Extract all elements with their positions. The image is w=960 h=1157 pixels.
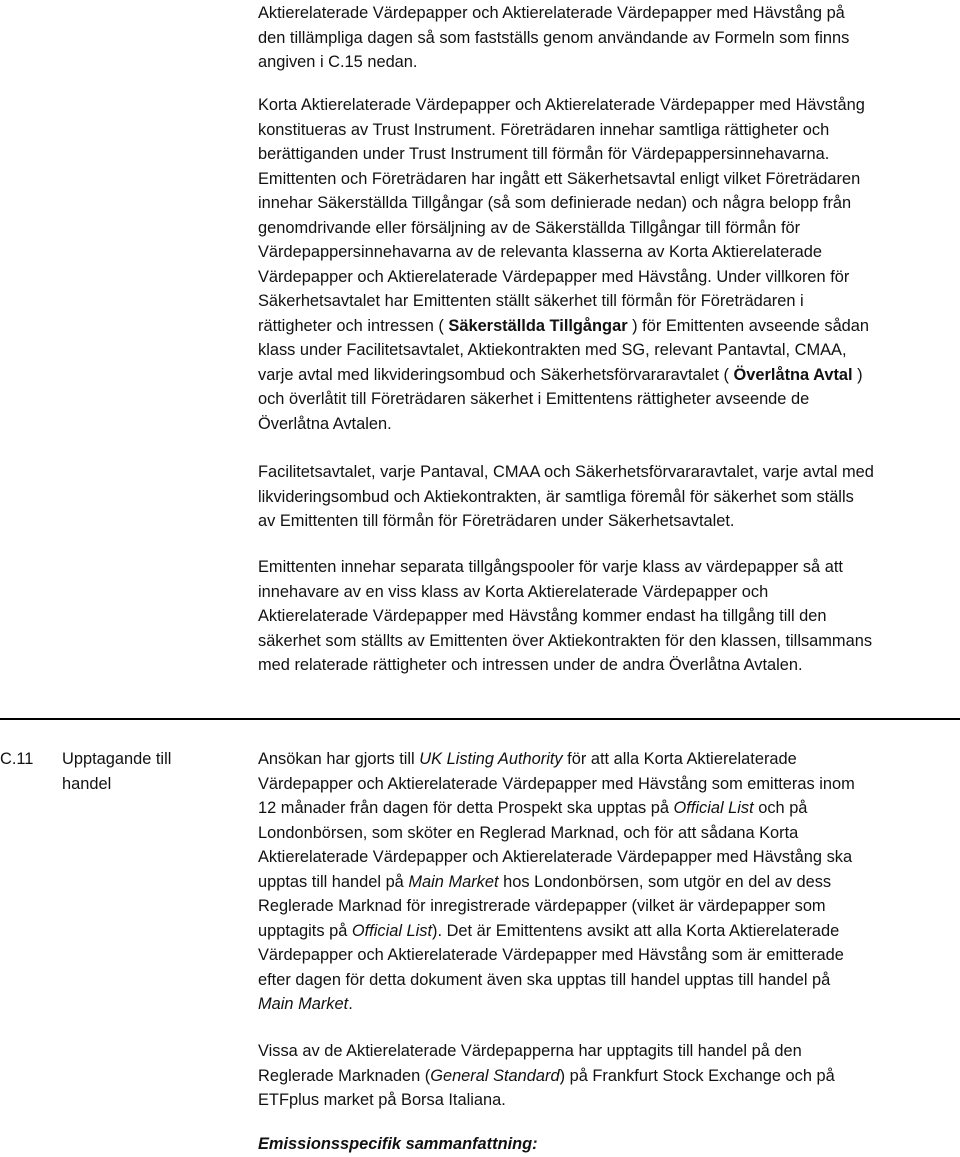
text-run: . [348, 995, 353, 1013]
text-line [258, 363, 960, 388]
text-run: 12 månader från dagen för detta Prospekt ska upptas på [258, 799, 674, 817]
text-line: Aktierelaterade Värdepapper och Aktierelaterade Värdepapper med Hävstång ska [258, 848, 853, 866]
text-line: Värdepapper och Aktierelaterade Värdepapper med Hävstång som är emitterade [258, 946, 844, 964]
text-line: angiven i C.15 nedan. [258, 53, 418, 71]
text-run: Reglerade Marknaden ( [258, 1066, 431, 1085]
text-line [258, 314, 960, 339]
paragraph-listing-application [258, 747, 960, 1017]
text-line: innehavare av en viss klass av Korta Aktierelaterade Värdepapper och [258, 582, 769, 601]
italic-term: Main Market [258, 995, 349, 1013]
text-line: Aktierelaterade Värdepapper med Hävstång kommer endast ha tillgång till den [258, 607, 827, 625]
section-number: C.11 [0, 750, 34, 768]
text-line: Emittenten och Företrädaren har ingått ett Säkerhetsavtal enligt vilket Företrädaren [258, 169, 861, 188]
text-line [258, 919, 960, 944]
text-line: den tillämpliga dagen så som fastställs genom användande av Formeln som finns [258, 28, 850, 47]
text-line: klass under Facilitetsavtalet, Aktiekontrakten med SG, relevant Pantavtal, CMAA, [258, 341, 847, 359]
paragraph-facility-agreement [258, 460, 960, 534]
text-run: upptas till handel på [258, 872, 409, 891]
italic-term: UK Listing Authority [419, 750, 563, 768]
italic-term: Official List [673, 799, 754, 817]
text-line: Emittenten innehar separata tillgångspooler för varje klass av värdepapper så att [258, 558, 843, 576]
text-line: av Emittenten till förmån för Företrädaren under Säkerhetsavtalet. [258, 512, 735, 530]
text-run: ) för Emittenten avseende sådan [627, 316, 870, 335]
text-run: ). Det är Emittentens avsikt att alla Korta Aktierelaterade [432, 921, 840, 940]
text-line: berättiganden under Trust Instrument till förmån för Värdepappersinnehavarna. [258, 145, 830, 163]
text-line [258, 747, 960, 772]
defined-term-assigned-agreements: Överlåtna Avtal [733, 365, 853, 384]
text-run: varje avtal med likvideringsombud och Säkerhetsförvararavtalet ( [258, 365, 734, 384]
section-title-line: Upptagande till [62, 750, 172, 768]
text-line: likvideringsombud och Aktiekontrakten, är samtliga föremål för säkerhet som ställs [258, 487, 854, 506]
text-line: Reglerade Marknad för inregistrerade värdepapper (vilket är värdepapper som [258, 897, 826, 915]
text-line: innehar Säkerställda Tillgångar (så som definierade nedan) och några belopp från [258, 194, 852, 212]
text-run: ) [852, 365, 863, 384]
table-row-divider [0, 718, 960, 720]
text-line: säkerhet som ställts av Emittenten över Aktiekontrakten för den klassen, tillsammans [258, 631, 873, 650]
text-line: Londonbörsen, som sköter en Reglerad Marknad, och för att sådana Korta [258, 823, 799, 842]
text-run: ) på Frankfurt Stock Exchange och på [559, 1066, 835, 1085]
text-run: hos Londonbörsen, som utgör en del av dess [498, 872, 832, 891]
text-line: Säkerhetsavtalet har Emittenten ställt säkerhet till förmån för Företrädaren i [258, 292, 804, 310]
text-line: Korta Aktierelaterade Värdepapper och Aktierelaterade Värdepapper med Hävstång [258, 96, 865, 114]
text-line: genomdrivande eller försäljning av de Säkerställda Tillgångar till förmån för [258, 218, 801, 237]
text-line [258, 796, 960, 821]
italic-term: Official List [351, 921, 433, 940]
text-line: Aktierelaterade Värdepapper och Aktierelaterade Värdepapper med Hävstång på [258, 4, 845, 22]
text-line: Facilitetsavtalet, varje Pantaval, CMAA och Säkerhetsförvararavtalet, varje avtal med [258, 463, 874, 481]
section-subheading: Emissionsspecifik sammanfattning: [258, 1135, 538, 1153]
text-line: ETFplus market på Borsa Italiana. [258, 1091, 506, 1109]
text-run: Ansökan har gjorts till [258, 750, 420, 768]
section-title [62, 747, 242, 796]
text-line: Värdepappersinnehavarna av de relevanta klasserna av Korta Aktierelaterade [258, 243, 823, 261]
paragraph-frankfurt-listing [258, 1039, 960, 1113]
section-title-line: handel [62, 774, 112, 793]
text-line [258, 1064, 960, 1089]
text-line: och överlåtit till Företrädaren säkerhet i Emittentens rättigheter avseende de [258, 390, 810, 408]
text-line: Värdepapper och Aktierelaterade Värdepapper med Hävstång. Under villkoren för [258, 267, 850, 286]
text-line: Vissa av de Aktierelaterade Värdepapperna har upptagits till handel på den [258, 1042, 802, 1060]
paragraph-formula-reference [258, 1, 960, 75]
text-line [258, 992, 960, 1017]
text-line: Överlåtna Avtalen. [258, 414, 392, 433]
text-line: Värdepapper och Aktierelaterade Värdepapper med Hävstång som emitteras inom [258, 774, 855, 793]
italic-term: General Standard [430, 1066, 560, 1085]
text-run: för att alla Korta Aktierelaterade [562, 750, 797, 768]
text-run: och på [753, 799, 808, 817]
text-line [258, 870, 960, 895]
paragraph-trust-instrument [258, 93, 960, 436]
text-run: rättigheter och intressen ( [258, 316, 449, 335]
italic-term: Main Market [408, 872, 499, 891]
paragraph-asset-pools [258, 555, 960, 678]
text-line: med relaterade rättigheter och intressen under de andra Överlåtna Avtalen. [258, 656, 803, 674]
text-run: upptagits på [258, 921, 352, 940]
defined-term-secured-assets: Säkerställda Tillgångar [448, 316, 628, 335]
text-line: konstitueras av Trust Instrument. Företrädaren innehar samtliga rättigheter och [258, 120, 830, 139]
text-line: efter dagen för detta dokument även ska upptas till handel upptas till handel på [258, 970, 831, 989]
